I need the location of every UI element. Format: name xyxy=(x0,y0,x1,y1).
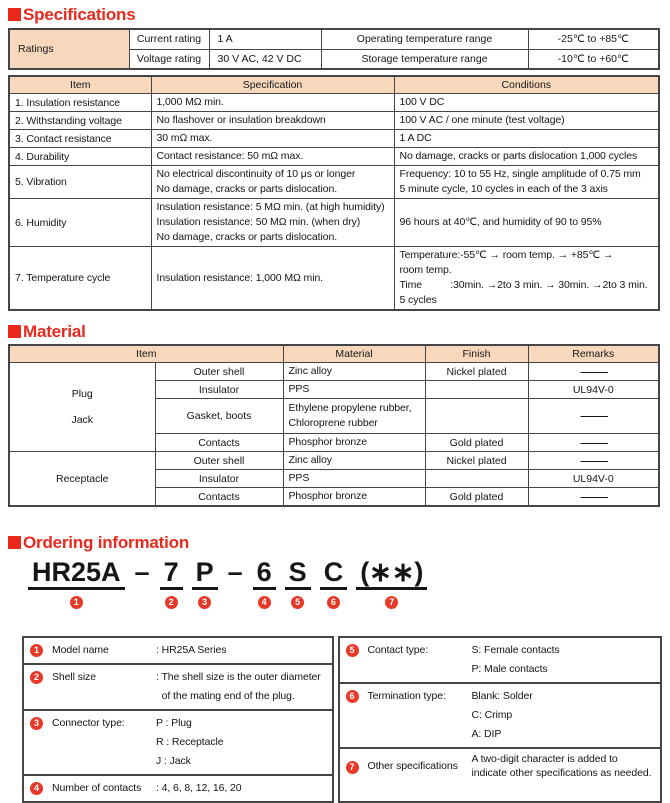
rating-value: 1 A xyxy=(209,29,321,49)
material-part: Outer shell xyxy=(155,363,283,381)
group-label: Jack xyxy=(71,414,94,426)
table-row xyxy=(9,112,659,130)
legend-value: : HR25A Series xyxy=(156,644,227,656)
material-section-title xyxy=(8,322,662,341)
table-header-row xyxy=(9,76,659,94)
material-group-plug-jack xyxy=(9,363,155,452)
ordering-section-title xyxy=(8,533,662,552)
table-row xyxy=(9,247,659,311)
material-group-receptacle: Receptacle xyxy=(9,452,155,507)
part-segment-text: C xyxy=(320,559,348,590)
condition-text: Temperature:-55℃ → room temp. → +85℃ → xyxy=(399,249,614,261)
material-finish: Gold plated xyxy=(425,488,528,507)
legend-label: Other specifications xyxy=(367,759,458,772)
part-segment-separator xyxy=(227,559,244,585)
material-finish: Gold plated xyxy=(425,434,528,452)
table-row xyxy=(9,363,659,381)
material-finish xyxy=(425,399,528,434)
table-row xyxy=(9,130,659,148)
rating-value: -25℃ to +85℃ xyxy=(528,29,659,49)
column-header-finish: Finish xyxy=(425,345,528,363)
legend-label: Model name xyxy=(52,644,109,656)
part-segment-shell-size xyxy=(160,559,183,609)
red-square-bullet-icon xyxy=(8,8,21,21)
part-segment-text: (∗∗) xyxy=(356,559,427,590)
legend-label: Number of contacts xyxy=(52,782,142,794)
material-part: Gasket, boots xyxy=(155,399,283,434)
column-header-specification: Specification xyxy=(151,76,394,94)
spec-item: 1. Insulation resistance xyxy=(9,94,151,112)
material-remarks: ——— xyxy=(528,399,659,434)
condition-text: 100 V AC / one minute (test voltage) xyxy=(399,114,565,126)
ordering-legend xyxy=(22,636,662,803)
rating-value: -10℃ to +60℃ xyxy=(528,49,659,69)
material-remarks: ——— xyxy=(528,434,659,452)
column-header-item: Item xyxy=(9,345,283,363)
material-finish xyxy=(425,470,528,488)
spec-item: 7. Temperature cycle xyxy=(9,247,151,311)
part-number-diagram xyxy=(28,559,662,609)
dash-separator: – xyxy=(227,557,243,587)
legend-label: Shell size xyxy=(52,671,96,683)
legend-value: : 4, 6, 8, 12, 16, 20 xyxy=(156,782,242,794)
legend-value: Blank: Solder C: Crimp A: DIP xyxy=(471,690,533,740)
ordering-legend-left-table xyxy=(22,636,334,803)
rating-value: 30 V AC, 42 V DC xyxy=(209,49,321,69)
legend-value: P : Plug R : Receptacle J : Jack xyxy=(156,717,224,767)
part-segment-contact-type xyxy=(285,559,311,609)
specifications-table xyxy=(8,75,660,311)
condition-text: No damage, cracks or parts dislocation 1,000 cycles xyxy=(399,150,638,162)
material-finish: Nickel plated xyxy=(425,452,528,470)
section-title-text: Material xyxy=(23,322,86,341)
callout-number-1: 1 xyxy=(30,644,43,657)
table-row xyxy=(9,148,659,166)
callout-number-2: 2 xyxy=(30,671,43,684)
callout-number-6: 6 xyxy=(346,690,359,703)
rating-param: Storage temperature range xyxy=(321,49,528,69)
ratings-table xyxy=(8,28,660,70)
column-header-material: Material xyxy=(283,345,425,363)
red-square-bullet-icon xyxy=(8,536,21,549)
legend-row-termination-type xyxy=(340,682,660,747)
column-header-item: Item xyxy=(9,76,151,94)
column-header-remarks: Remarks xyxy=(528,345,659,363)
ratings-row-label: Ratings xyxy=(9,29,129,69)
condition-text: 96 hours at 40℃, and humidity of 90 to 95% xyxy=(399,216,602,228)
material-name: Ethylene propylene rubber, xyxy=(288,402,412,414)
rating-param: Operating temperature range xyxy=(321,29,528,49)
callout-number-2: 2 xyxy=(165,596,178,609)
material-name: Zinc alloy xyxy=(288,365,332,377)
spec-text: No flashover or insulation breakdown xyxy=(156,114,326,126)
spec-text: 1,000 MΩ min. xyxy=(156,96,224,108)
material-finish xyxy=(425,381,528,399)
part-segment-text: 6 xyxy=(253,559,276,590)
legend-row-contact-type xyxy=(340,638,660,682)
material-remarks: ——— xyxy=(528,452,659,470)
spec-text: Insulation resistance: 50 MΩ min. (when dry) xyxy=(156,216,361,228)
condition-text: 100 V DC xyxy=(399,96,445,108)
material-part: Insulator xyxy=(155,470,283,488)
spec-item: 3. Contact resistance xyxy=(9,130,151,148)
material-remarks: UL94V-0 xyxy=(528,470,659,488)
condition-text: Time :30min. →2to 3 min. → 30min. →2to 3 min. xyxy=(399,279,648,291)
legend-row-connector-type xyxy=(24,709,332,774)
spec-text: Insulation resistance: 5 MΩ min. (at high humidity) xyxy=(156,201,385,213)
callout-number-1: 1 xyxy=(70,596,83,609)
condition-text: 5 minute cycle, 10 cycles in each of the 3 axis xyxy=(399,183,608,195)
legend-label: Termination type: xyxy=(367,690,446,702)
callout-number-5: 5 xyxy=(346,644,359,657)
legend-row-model-name xyxy=(24,638,332,663)
condition-text: 5 cycles xyxy=(399,294,437,306)
spec-text: No damage, cracks or parts dislocation. xyxy=(156,231,338,243)
legend-label: Contact type: xyxy=(367,644,429,656)
material-name: PPS xyxy=(288,383,310,395)
ordering-legend-right-table xyxy=(338,636,662,803)
specifications-section-title xyxy=(8,5,662,24)
part-segment-text: P xyxy=(192,559,218,590)
spec-item: 5. Vibration xyxy=(9,166,151,199)
dash-separator: – xyxy=(134,557,150,587)
legend-value: : The shell size is the outer diameter of the mating end of the plug. xyxy=(156,671,321,702)
callout-number-7: 7 xyxy=(385,596,398,609)
material-remarks: UL94V-0 xyxy=(528,381,659,399)
column-header-conditions: Conditions xyxy=(394,76,659,94)
spec-text: No damage, cracks or parts dislocation. xyxy=(156,183,338,195)
callout-number-3: 3 xyxy=(30,717,43,730)
material-part: Contacts xyxy=(155,434,283,452)
callout-number-4: 4 xyxy=(30,782,43,795)
part-segment-connector-type xyxy=(192,559,218,609)
group-label: Plug xyxy=(71,388,93,400)
table-row xyxy=(9,452,659,470)
callout-number-4: 4 xyxy=(258,596,271,609)
rating-param: Current rating xyxy=(129,29,209,49)
part-segment-termination xyxy=(320,559,348,609)
part-segment-separator xyxy=(134,559,151,585)
material-part: Insulator xyxy=(155,381,283,399)
legend-value: A two-digit character is added to indicate other specifications as needed. xyxy=(471,753,652,779)
section-title-text: Ordering information xyxy=(23,533,190,552)
rating-param: Voltage rating xyxy=(129,49,209,69)
part-segment-other-specs xyxy=(356,559,427,609)
legend-value: S: Female contacts P: Male contacts xyxy=(471,644,560,675)
spec-text: No electrical discontinuity of 10 μs or longer xyxy=(156,168,356,180)
spec-item: 6. Humidity xyxy=(9,199,151,247)
condition-text: 1 A DC xyxy=(399,132,432,144)
material-finish: Nickel plated xyxy=(425,363,528,381)
legend-row-shell-size xyxy=(24,663,332,709)
red-square-bullet-icon xyxy=(8,325,21,338)
material-table xyxy=(8,344,660,507)
table-row xyxy=(9,199,659,247)
material-name: Chloroprene rubber xyxy=(288,417,378,429)
callout-number-5: 5 xyxy=(291,596,304,609)
spec-text: Contact resistance: 50 mΩ max. xyxy=(156,150,304,162)
part-segment-text: 7 xyxy=(160,559,183,590)
part-segment-model xyxy=(28,559,125,609)
legend-row-number-of-contacts xyxy=(24,774,332,801)
material-part: Outer shell xyxy=(155,452,283,470)
material-part: Contacts xyxy=(155,488,283,507)
material-name: Phosphor bronze xyxy=(288,436,367,448)
callout-number-7: 7 xyxy=(346,761,359,774)
spec-text: 30 mΩ max. xyxy=(156,132,213,144)
table-header-row xyxy=(9,345,659,363)
material-remarks: ——— xyxy=(528,488,659,507)
legend-row-other-specifications xyxy=(340,747,660,783)
condition-text: Frequency: 10 to 55 Hz, single amplitude of 0.75 mm xyxy=(399,168,641,180)
material-remarks: ——— xyxy=(528,363,659,381)
callout-number-6: 6 xyxy=(327,596,340,609)
part-segment-contacts xyxy=(253,559,276,609)
legend-label: Connector type: xyxy=(52,717,125,729)
table-row xyxy=(9,29,659,49)
spec-item: 2. Withstanding voltage xyxy=(9,112,151,130)
spec-item: 4. Durability xyxy=(9,148,151,166)
material-name: Zinc alloy xyxy=(288,454,332,466)
part-segment-text: S xyxy=(285,559,311,590)
material-name: Phosphor bronze xyxy=(288,490,367,502)
section-title-text: Specifications xyxy=(23,5,136,24)
spec-text: Insulation resistance: 1,000 MΩ min. xyxy=(156,271,323,284)
table-row xyxy=(9,166,659,199)
part-segment-text: HR25A xyxy=(28,559,125,590)
material-name: PPS xyxy=(288,472,310,484)
callout-number-3: 3 xyxy=(198,596,211,609)
table-row xyxy=(9,94,659,112)
condition-text: room temp. xyxy=(399,264,452,276)
